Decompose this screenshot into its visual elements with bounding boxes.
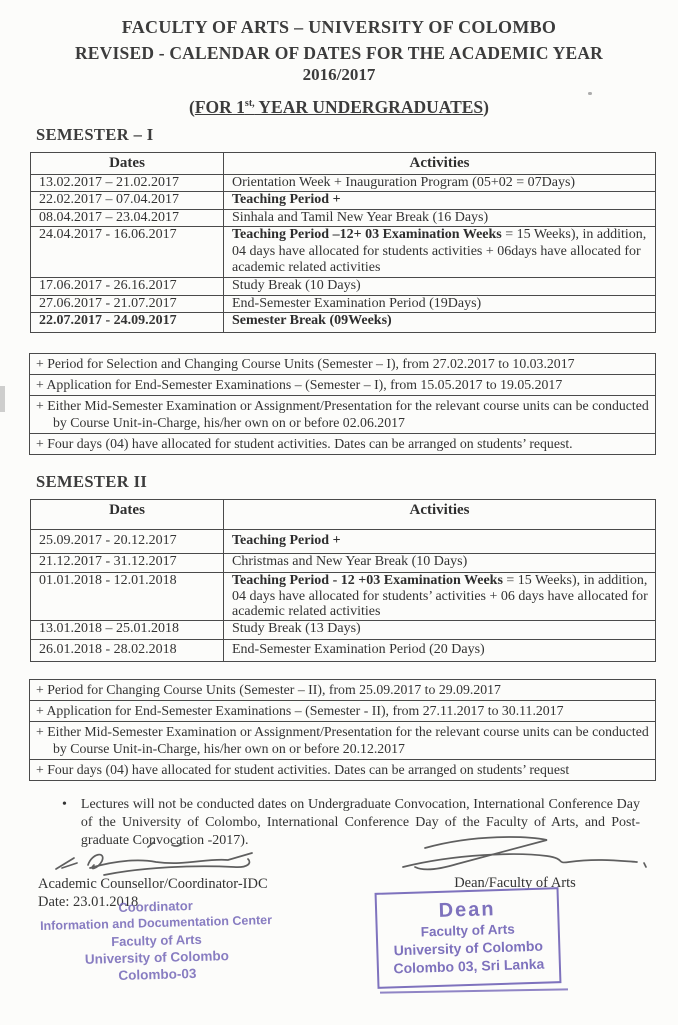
subtitle-open-paren: (: [189, 96, 195, 117]
activity-text: = 15 Weeks), in addition, 04 days have allocated for students’ activities + 06 days have allocated for academic related activities: [232, 573, 648, 620]
table-row: [31, 192, 656, 210]
activity-cell: [224, 192, 656, 210]
dean-signature: [395, 830, 650, 878]
activity-cell: [224, 554, 656, 573]
stamp-line: Faculty of Arts: [111, 931, 202, 950]
dean-label: Dean/Faculty of Arts: [454, 875, 576, 891]
date-range: 25.09.2017 - 20.12.2017: [31, 530, 224, 554]
stamp-line: Dean: [438, 898, 496, 922]
stamp-line: Information and Documentation Center: [39, 912, 273, 934]
activity-cell: [224, 227, 656, 278]
subtitle-pre: FOR 1: [194, 96, 245, 117]
semester2-heading: SEMESTER II: [36, 472, 148, 492]
table-row: [31, 209, 656, 227]
activity-cell: [224, 295, 656, 313]
table-row: [31, 313, 656, 333]
document-header: [0, 0, 678, 120]
note-row: + Four days (04) have allocated for student activities. Dates can be arranged on students’ request.: [30, 433, 655, 454]
activity-text: Sinhala and Tamil New Year Break (16 Days): [232, 209, 489, 225]
activity-text: Study Break (13 Days): [232, 620, 361, 636]
activity-cell: [224, 174, 656, 192]
table-row: [31, 227, 656, 278]
table-row: [31, 554, 656, 573]
date-range: 13.01.2018 – 25.01.2018: [31, 620, 224, 639]
activity-bold: Teaching Period +: [232, 533, 341, 549]
coordinator-stamp: [13, 895, 300, 986]
faculty-title: FACULTY OF ARTS – UNIVERSITY OF COLOMBO: [121, 17, 557, 37]
academic-year: 2016/2017: [302, 65, 376, 84]
table-row: [31, 278, 656, 296]
semester1-table-header-row: [31, 152, 656, 174]
date-range: 01.01.2018 - 12.01.2018: [31, 573, 224, 621]
table-row: [31, 620, 656, 639]
table-row: [31, 573, 656, 621]
activity-cell: [224, 313, 656, 333]
stamp-line: Colombo 03, Sri Lanka: [393, 955, 545, 977]
semester1-notes-box: [29, 353, 656, 455]
semester1-heading: SEMESTER – I: [36, 124, 154, 144]
scan-artifact-smudge: [0, 386, 5, 412]
calendar-title-line: REVISED - CALENDAR OF DATES FOR THE ACADEMIC YEAR: [74, 43, 604, 63]
activity-cell: [224, 278, 656, 296]
subtitle-superscript: st,: [244, 98, 255, 109]
stamp-line: University of Colombo: [84, 948, 230, 967]
stamp-line: Coordinator: [118, 898, 193, 915]
activity-cell: [224, 620, 656, 639]
subtitle-undergraduates: [0, 91, 678, 120]
table-row: [31, 174, 656, 192]
date-range: 22.02.2017 – 07.04.2017: [31, 192, 224, 210]
note-row: + Period for Changing Course Units (Semester – II), from 25.09.2017 to 29.09.2017: [36, 681, 501, 697]
activity-cell: [224, 530, 656, 554]
activity-text: End-Semester Examination Period (20 Days): [232, 641, 485, 657]
date-range: 24.04.2017 - 16.06.2017: [31, 227, 224, 278]
subtitle-post: YEAR UNDERGRADUATES: [254, 96, 484, 117]
dean-stamp-bottom-edge: [380, 988, 568, 993]
activity-cell: [224, 573, 656, 621]
stamp-line: Faculty of Arts: [420, 921, 515, 940]
activity-cell: [224, 209, 656, 227]
date-range: 27.06.2017 - 21.07.2017: [31, 295, 224, 313]
note-row: + Period for Selection and Changing Course Units (Semester – I), from 27.02.2017 to 10.03.2017: [36, 356, 575, 372]
date-range: 21.12.2017 - 31.12.2017: [31, 554, 224, 573]
stamp-line: University of Colombo: [393, 937, 544, 959]
subtitle-underlined: [195, 97, 483, 117]
footnote-text: Lectures will not be conducted dates on Undergraduate Convocation, International Conference Day of the University of Colombo, International Conference Day of the Faculty of Arts, and Post-graduate Convocation -2017).: [80, 796, 640, 848]
semester2-notes-box: [29, 679, 656, 781]
table-row: [31, 530, 656, 554]
semester2-table-header-row: [31, 500, 656, 530]
activity-text: Orientation Week + Inauguration Program (05+02 = 07Days): [232, 174, 576, 190]
semester2-col-dates: Dates: [31, 500, 224, 530]
subtitle-close-paren: ): [483, 96, 489, 117]
note-row: + Either Mid-Semester Examination or Assignment/Presentation for the relevant course units can be conducted by Course Unit-in-Charge, his/her own on or before 02.06.2017: [30, 395, 655, 433]
semester2-col-activities: Activities: [224, 500, 656, 530]
date-range: 13.02.2017 – 21.02.2017: [31, 174, 224, 192]
signature-date: Date: 23.01.2018: [38, 894, 139, 910]
table-row: [31, 295, 656, 313]
note-row: + Four days (04) have allocated for student activities. Dates can be arranged on students’ request: [30, 759, 655, 780]
dean-stamp: [375, 887, 562, 989]
note-row: + Either Mid-Semester Examination or Assignment/Presentation for the relevant course units can be conducted by Course Unit-in-Charge, his/her own on or before 20.12.2017: [30, 721, 655, 759]
note-row: + Application for End-Semester Examinations – (Semester - II), from 27.11.2017 to 30.11.2017: [30, 700, 655, 721]
activity-text: End-Semester Examination Period (19Days): [232, 295, 482, 311]
bullet-marker: •: [62, 796, 67, 812]
stamp-line: Colombo-03: [118, 965, 197, 984]
table-row: [31, 639, 656, 661]
date-range: 26.01.2018 - 28.02.2018: [31, 639, 224, 661]
activity-bold: Teaching Period –12+ 03 Examination Weeks: [232, 227, 502, 243]
note-row: + Application for End-Semester Examinations – (Semester – I), from 15.05.2017 to 19.05.2017: [30, 374, 655, 395]
activity-bold: Semester Break (09Weeks): [232, 313, 392, 329]
semester1-col-dates: Dates: [31, 152, 224, 174]
semester1-table: [30, 152, 656, 334]
activity-bold: Teaching Period +: [232, 192, 341, 208]
counsellor-label: Academic Counsellor/Coordinator-IDC: [38, 876, 268, 892]
date-range: 17.06.2017 - 26.16.2017: [31, 278, 224, 296]
activity-text: = 15 Weeks), in addition, 04 days have allocated for students activities + 06days have allocated for academic related activities: [232, 227, 647, 276]
activity-text: Christmas and New Year Break (10 Days): [232, 554, 468, 570]
activity-cell: [224, 639, 656, 661]
activity-text: Study Break (10 Days): [232, 278, 361, 294]
date-range: 08.04.2017 – 23.04.2017: [31, 209, 224, 227]
date-range: 22.07.2017 - 24.09.2017: [31, 313, 224, 333]
semester2-table: [30, 499, 656, 662]
semester1-col-activities: Activities: [224, 152, 656, 174]
activity-bold: Teaching Period - 12 +03 Examination Weeks: [232, 573, 503, 589]
scan-artifact-dot: [588, 92, 592, 95]
